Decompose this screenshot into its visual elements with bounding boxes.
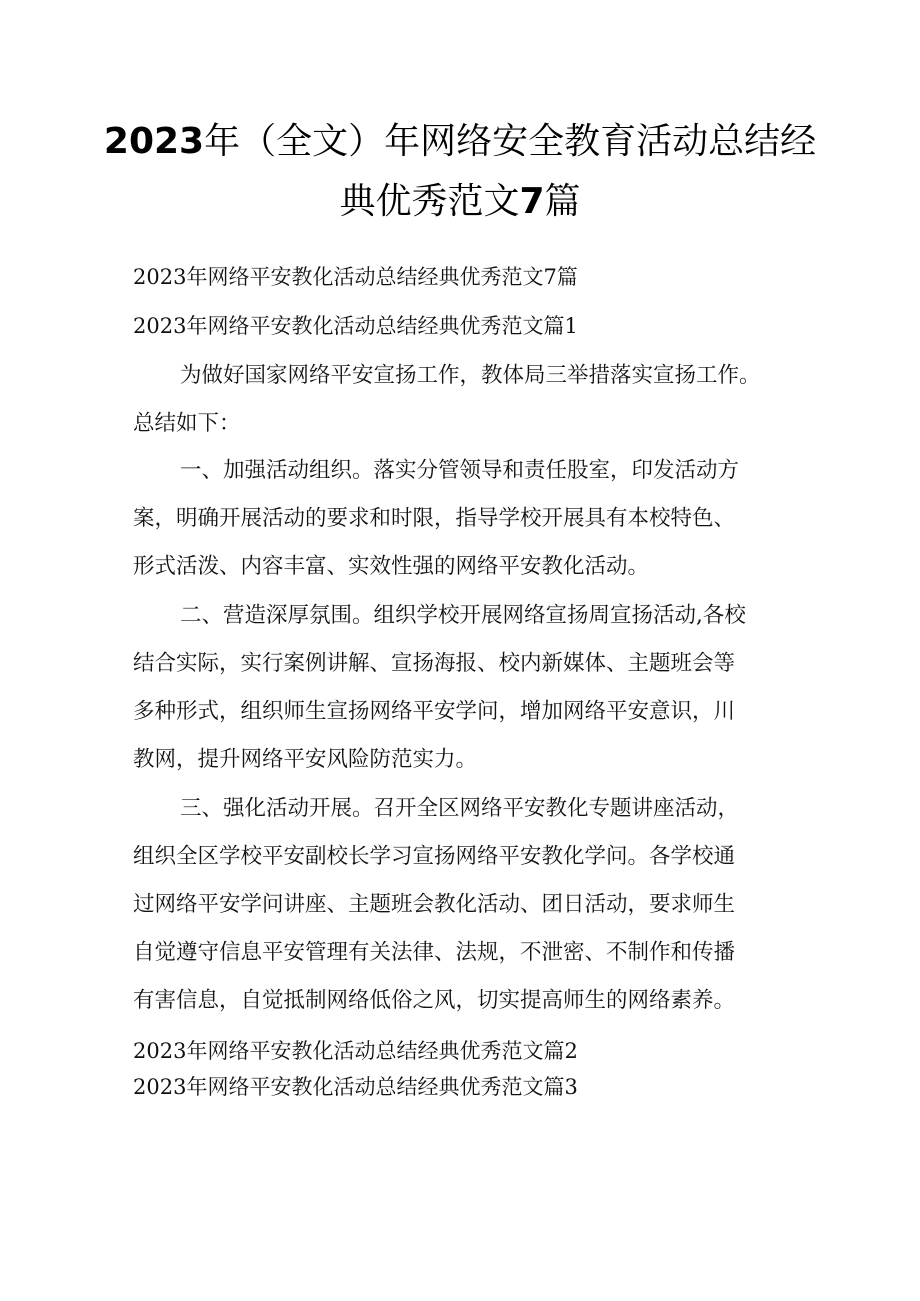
paragraph-2-line-4: 教网，提升网络平安风险防范实力。 xyxy=(133,747,478,772)
document-title-line-2: 典优秀范文7篇 xyxy=(339,181,581,222)
paragraph-2-line-3: 多种形式，组织师生宣扬网络平安学问，增加网络平安意识，川 xyxy=(133,699,736,724)
section-1-heading: 2023年网络平安教化活动总结经典优秀范文篇1 xyxy=(133,314,578,338)
paragraph-3-line-2: 组织全区学校平安副校长学习宣扬网络平安教化学问。各学校通 xyxy=(133,844,736,869)
intro-line-2: 总结如下： xyxy=(133,411,241,436)
paragraph-1-line-1: 一、加强活动组织。落实分管领导和责任股室，印发活动方 xyxy=(180,458,740,483)
paragraph-3-line-5: 有害信息，自觉抵制网络低俗之风，切实提高师生的网络素养。 xyxy=(133,988,736,1013)
paragraph-3-line-3: 过网络平安学问讲座、主题班会教化活动、团日活动，要求师生 xyxy=(133,892,736,917)
section-2-heading: 2023年网络平安教化活动总结经典优秀范文篇2 xyxy=(133,1039,578,1063)
paragraph-2-line-1: 二、营造深厚氛围。组织学校开展网络宣扬周宣扬活动,各校 xyxy=(180,603,746,628)
paragraph-1-line-3: 形式活泼、内容丰富、实效性强的网络平安教化活动。 xyxy=(133,554,650,579)
document-subtitle: 2023年网络平安教化活动总结经典优秀范文7篇 xyxy=(133,265,578,289)
section-3-heading: 2023年网络平安教化活动总结经典优秀范文篇3 xyxy=(133,1075,578,1099)
document-title-line-1: 2023年（全文）年网络安全教育活动总结经 xyxy=(103,121,817,162)
intro-line-1: 为做好国家网络平安宣扬工作，教体局三举措落实宣扬工作。 xyxy=(180,363,761,388)
paragraph-2-line-2: 结合实际，实行案例讲解、宣扬海报、校内新媒体、主题班会等 xyxy=(133,651,736,676)
paragraph-3-line-4: 自觉遵守信息平安管理有关法律、法规，不泄密、不制作和传播 xyxy=(133,940,736,965)
paragraph-1-line-2: 案，明确开展活动的要求和时限，指导学校开展具有本校特色、 xyxy=(133,506,736,531)
paragraph-3-line-1: 三、强化活动开展。召开全区网络平安教化专题讲座活动， xyxy=(180,796,740,821)
